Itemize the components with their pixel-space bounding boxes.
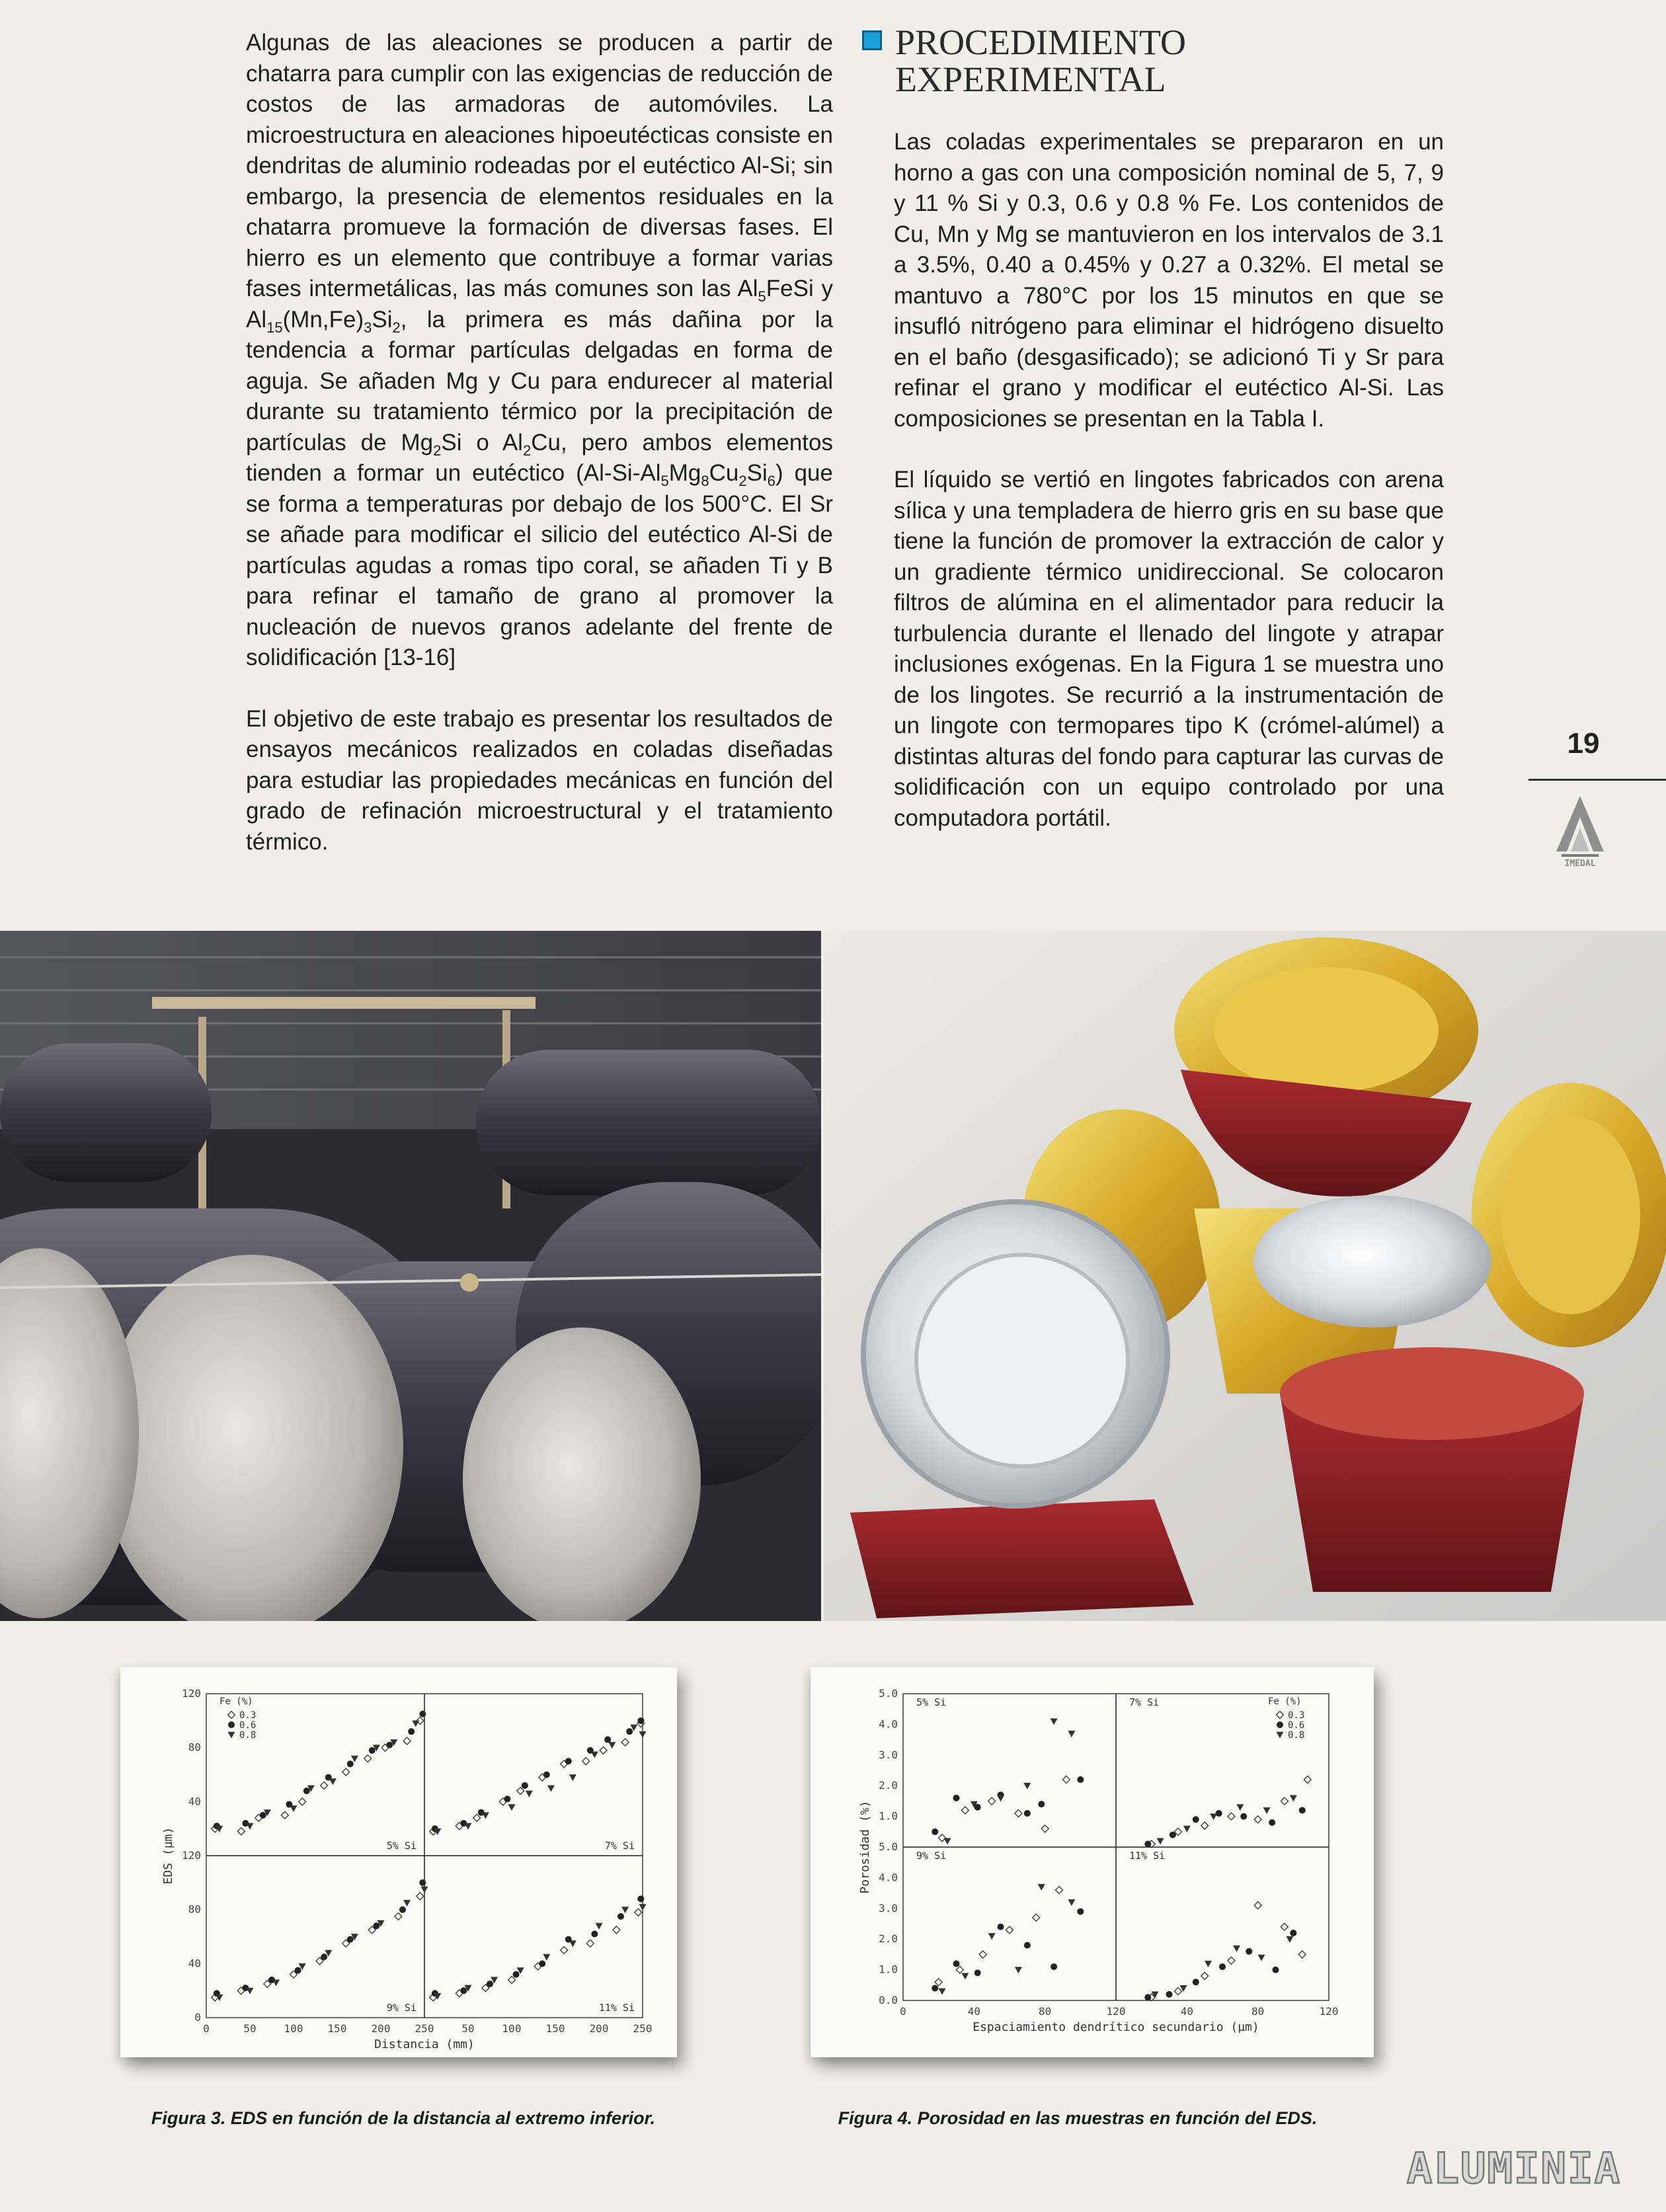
data-point [1062, 1776, 1070, 1783]
x-tick-label: 250 [415, 2022, 434, 2035]
data-point [1299, 1807, 1306, 1813]
y-tick-label: 40 [188, 1795, 201, 1808]
data-point [1201, 1972, 1209, 1979]
page-number: 19 [1567, 727, 1600, 760]
panel-9si [903, 1847, 1116, 2000]
data-point [416, 1893, 424, 1900]
panel-7si [424, 1694, 647, 1856]
data-point [281, 1811, 288, 1819]
y-tick-label: 0 [194, 2011, 201, 2024]
data-point [582, 1758, 590, 1765]
paragraph-ingots: El líquido se vertió en lingotes fabricados con arena sílica y una templadera de hierro gris en su base que tiene la función de promover la extracción de calor y un gradiente térmico unidireccional. Se colocaron filtros de alúmina en el alimentador para reducir la turbulencia durante el llenado del lingote y atrapar inclusiones exógenas. En la Figura 1 se muestra uno de los lingotes. Se recurrió a la instrumentación de un lingote con termopares tipo K (crómel-alúmel) a distintas alturas del fondo para capturar las curvas de solidificación con un equipo controlado por una computadora portátil. [894, 467, 1444, 831]
data-point [419, 1879, 426, 1886]
data-point [1258, 1955, 1265, 1961]
data-point [979, 1951, 986, 1958]
data-point [1038, 1884, 1045, 1891]
legend-marker [1277, 1712, 1284, 1719]
data-point [386, 1742, 393, 1749]
figure4-caption: Figura 4. Porosidad en las muestras en función del EDS. [838, 2108, 1318, 2128]
y-tick-label: 0.0 [879, 1994, 898, 2006]
y-axis-label: EDS (µm) [161, 1827, 175, 1885]
data-point [1024, 1942, 1031, 1948]
data-point [460, 1987, 467, 1994]
data-point [373, 1922, 379, 1929]
data-point [321, 1954, 327, 1960]
data-point [487, 1981, 493, 1987]
data-point [1023, 1783, 1031, 1790]
x-tick-label: 80 [1039, 2005, 1052, 2018]
figure3-caption: Figura 3. EDS en función de la distancia al extremo inferior. [151, 2108, 656, 2128]
data-point [1077, 1908, 1084, 1915]
data-point [604, 1736, 611, 1743]
data-point [369, 1747, 376, 1754]
data-point [247, 1823, 254, 1830]
data-point [1254, 1902, 1261, 1909]
data-point [1246, 1948, 1252, 1955]
y-tick-label: 4.0 [879, 1718, 898, 1731]
figure3-card [120, 1667, 677, 2057]
data-point [419, 1711, 426, 1718]
data-point [1170, 1831, 1176, 1838]
panel-label: 5% Si [386, 1840, 416, 1852]
data-point [364, 1755, 372, 1762]
x-tick-label: 200 [371, 2022, 391, 2035]
data-point [347, 1936, 354, 1943]
figure4-card [811, 1667, 1374, 2057]
legend [219, 1696, 256, 1741]
panel-5si [903, 1694, 1116, 1847]
data-point [569, 1940, 576, 1947]
panel-label: 11% Si [1129, 1850, 1166, 1862]
panel-label: 7% Si [1129, 1696, 1160, 1708]
panel-frame [903, 1847, 1116, 2000]
data-point [399, 1907, 406, 1913]
data-point [543, 1954, 550, 1961]
data-point [1233, 1946, 1240, 1952]
data-point [1183, 1826, 1191, 1833]
data-point [543, 1772, 550, 1778]
data-point [1281, 1923, 1288, 1930]
svg-text:IMEDAL: IMEDAL [1564, 859, 1596, 869]
data-point [408, 1728, 415, 1735]
data-point [237, 1828, 245, 1835]
y-tick-label: 1.0 [879, 1963, 898, 1976]
data-point [932, 1829, 938, 1835]
data-point [961, 1807, 969, 1814]
data-point [621, 1907, 629, 1913]
legend-title: Fe (%) [1268, 1696, 1302, 1707]
data-point [1216, 1810, 1222, 1817]
legend [1268, 1696, 1304, 1741]
legend-entry: 0.6 [239, 1720, 257, 1731]
legend-entry: 0.8 [239, 1730, 257, 1741]
data-point [1228, 1813, 1235, 1820]
x-tick-label: 200 [589, 2022, 609, 2035]
data-point [1263, 1807, 1271, 1814]
legend-marker [1277, 1721, 1283, 1728]
data-point [944, 1838, 951, 1844]
data-point [1236, 1804, 1244, 1811]
data-point [600, 1747, 607, 1754]
panel-9si [206, 1856, 428, 2018]
paragraph-alloys: Algunas de las aleaciones se producen a partir de chatarra para cumplir con las exigencias de reducción de costos de las armadoras de automóviles. La microestructura en aleaciones hipoeutécticas consiste en dendritas de aluminio rodeadas por el eutéctico Al-Si; sin embargo, la presencia de elementos residuales en la chatarra promueve la formación de diversas fases. El hierro es un elemento que contribuye a formar varias fases intermetálicas, las más comunes son las $Al_5FeSi$ y $Al_{15}(Mn,Fe)_3Si_2$, la primera es más dañina por la tendencia a formar partículas delgadas en forma de aguja. Se añaden Mg y Cu para endurecer al material durante su tratamiento térmico por la precipitación de partículas de $Mg_2Si$ o $Al_2Cu$, pero ambos elementos tienden a formar un eutéctico $(Al-Si-Al_5Mg_8Cu_2Si_6)$ que se forma a temperaturas por debajo de los 500°C. El Sr se añade para modificar el silicio del eutéctico Al-Si de partículas agudas a romas tipo coral, se añaden Ti y B para refinar el tamaño de grano al promover la nucleación de nuevos granos adelante del frente de solidificación [13-16] [246, 30, 833, 670]
data-point [303, 1788, 310, 1794]
data-point [1193, 1816, 1199, 1823]
data-point [395, 1913, 402, 1920]
data-point [939, 1835, 946, 1842]
data-point [1051, 1718, 1058, 1725]
data-point [932, 1985, 938, 1991]
data-point [635, 1909, 642, 1916]
data-point [299, 1798, 306, 1805]
panel-11si [1116, 1847, 1329, 2001]
data-point [1056, 1886, 1063, 1893]
panel-frame [424, 1856, 643, 2018]
x-axis-label: Distancia (mm) [374, 2037, 475, 2051]
data-point [1269, 1819, 1275, 1826]
data-point [613, 1926, 620, 1934]
data-point [260, 1812, 266, 1819]
panel-label: 5% Si [916, 1696, 947, 1708]
right-text-column [894, 127, 1444, 864]
data-point [988, 1797, 996, 1805]
y-tick-label: 2.0 [879, 1779, 898, 1792]
data-point [939, 1989, 946, 1995]
data-point [216, 1995, 223, 2001]
data-point [1144, 1994, 1151, 2000]
data-point [1068, 1731, 1075, 1737]
page-number-rule [1528, 779, 1666, 781]
x-tick-label: 40 [1180, 2005, 1193, 2018]
paragraph-castings: Las coladas experimentales se prepararon en un horno a gas con una composición nominal de 5, 7, 9 y 11 % Si y 0.3, 0.6 y 0.8 % Fe. Los contenidos de Cu, Mn y Mg se mantuvieron en los intervalos de 3.1 a 3.5%, 0.40 a 0.45% y 0.27 a 0.32%. El metal se mantuvo a 780°C por los 15 minutos en que se insufló nitrógeno para eliminar el hidrógeno disuelto en el baño (desgasificado); se adicionó Ti y Sr para refinar el grano y modificar el eutéctico Al-Si. Las composiciones se presentan en la Tabla I. [894, 129, 1444, 432]
data-point [1077, 1776, 1084, 1783]
x-tick-label: 150 [545, 2022, 565, 2035]
data-point [639, 1731, 647, 1738]
legend-marker [228, 1721, 235, 1728]
data-point [473, 1814, 481, 1821]
data-point [1210, 1813, 1217, 1820]
data-point [1304, 1776, 1311, 1783]
data-point [1166, 1991, 1173, 1998]
data-point [1024, 1810, 1031, 1817]
data-point [935, 1979, 942, 1986]
data-point [639, 1904, 647, 1911]
panel-frame [424, 1694, 643, 1856]
x-tick-label: 100 [284, 2022, 303, 2035]
data-point [626, 1728, 633, 1735]
data-point [295, 1967, 301, 1974]
data-point [482, 1812, 489, 1819]
left-text-column [246, 28, 833, 888]
data-point [342, 1768, 350, 1776]
panel-frame [903, 1694, 1116, 1847]
data-point [1015, 1967, 1022, 1973]
data-point [1205, 1961, 1212, 1967]
data-point [956, 1966, 963, 1973]
data-point [988, 1933, 996, 1940]
data-point [561, 1946, 568, 1954]
data-point [953, 1795, 960, 1801]
data-point [1290, 1930, 1296, 1936]
x-tick-label: 0 [203, 2022, 210, 2035]
data-point [1240, 1813, 1247, 1820]
data-point [1254, 1816, 1261, 1823]
y-axis-label: Porosidad (%) [858, 1800, 872, 1894]
y-tick-label: 4.0 [879, 1871, 898, 1884]
data-point [591, 1930, 598, 1937]
data-point [347, 1760, 354, 1767]
data-point [321, 1782, 328, 1789]
data-point [1068, 1899, 1075, 1906]
data-point [504, 1796, 510, 1802]
figure3-chart [120, 1667, 677, 2057]
data-point [513, 1971, 520, 1978]
legend-entry: 0.8 [1288, 1730, 1305, 1741]
legend-marker [228, 1732, 235, 1739]
x-tick-label: 120 [1106, 2005, 1126, 2018]
data-point [403, 1900, 411, 1907]
y-tick-label: 80 [188, 1903, 201, 1916]
data-point [517, 1788, 524, 1795]
imedal-logo [1547, 791, 1613, 870]
data-point [1144, 1840, 1151, 1847]
data-point [1051, 1963, 1057, 1970]
panel-label: 9% Si [386, 2002, 416, 2014]
data-point [637, 1895, 644, 1902]
data-point [526, 1791, 533, 1797]
y-tick-label: 3.0 [879, 1901, 898, 1915]
x-axis-label: Espaciamiento dendrítico secundario (µm) [972, 2020, 1259, 2034]
data-point [591, 1751, 598, 1758]
data-point [637, 1718, 644, 1724]
data-point [272, 1980, 280, 1987]
paragraph-objective: El objetivo de este trabajo es presentar los resultados de ensayos mecánicos realizados en coladas diseñadas para estudiar las propiedades mecánicas en función del grado de refinación microestructural y el tratamiento térmico. [246, 705, 833, 855]
y-tick-label: 1.0 [879, 1809, 898, 1823]
x-tick-label: 120 [1319, 2005, 1339, 2018]
svg-text:ALUMINIA: ALUMINIA [1406, 2145, 1622, 2193]
data-point [329, 1778, 337, 1785]
data-point [596, 1923, 603, 1930]
data-point [403, 1737, 411, 1745]
legend-entry: 0.6 [1288, 1720, 1305, 1731]
y-tick-label: 40 [188, 1957, 201, 1970]
legend-entry: 0.3 [239, 1710, 257, 1721]
data-point [974, 1969, 981, 1976]
y-tick-label: 120 [182, 1849, 201, 1862]
data-point [508, 1804, 516, 1811]
legend-entry: 0.3 [1288, 1710, 1305, 1721]
data-point [1041, 1825, 1049, 1833]
data-point [1006, 1926, 1013, 1934]
legend-title: Fe (%) [219, 1696, 253, 1707]
x-tick-label: 40 [967, 2005, 980, 2018]
data-point [608, 1742, 615, 1749]
data-point [508, 1976, 516, 1983]
data-point [539, 1960, 545, 1967]
data-point [247, 1988, 254, 1995]
data-point [1038, 1801, 1045, 1807]
data-point [290, 1805, 298, 1812]
data-point [1193, 1979, 1199, 1985]
panel-label: 11% Si [598, 2002, 635, 2014]
data-point [1157, 1838, 1164, 1844]
y-tick-label: 5.0 [879, 1687, 898, 1700]
data-point [1174, 1988, 1181, 1995]
data-point [1290, 1795, 1297, 1801]
figure4-chart [811, 1667, 1374, 2057]
x-tick-label: 0 [900, 2005, 906, 2018]
data-point [1281, 1797, 1288, 1805]
data-point [547, 1786, 555, 1792]
y-tick-label: 5.0 [879, 1840, 898, 1853]
data-point [953, 1960, 960, 1967]
data-point [1015, 1809, 1022, 1817]
data-point [1273, 1967, 1279, 1973]
data-point [465, 1823, 472, 1830]
ingots-photo [0, 931, 821, 1621]
section-bullet-square [862, 30, 882, 50]
data-point [998, 1924, 1004, 1930]
data-point [1219, 1963, 1226, 1970]
legend-marker [1277, 1732, 1284, 1739]
y-tick-label: 3.0 [879, 1748, 898, 1761]
data-point [586, 1940, 594, 1947]
aluminia-brand-logo [1375, 2142, 1653, 2195]
section-title: PROCEDIMIENTO EXPERIMENTAL [895, 22, 1187, 99]
data-point [1228, 1957, 1235, 1964]
data-point [569, 1774, 576, 1781]
data-point [621, 1739, 629, 1746]
data-point [412, 1721, 419, 1727]
x-tick-label: 50 [243, 2022, 257, 2035]
panel-label: 9% Si [916, 1850, 947, 1862]
data-point [997, 1795, 1004, 1801]
panel-label: 7% Si [604, 1840, 635, 1852]
y-tick-label: 2.0 [879, 1932, 898, 1946]
x-tick-label: 100 [502, 2022, 522, 2035]
data-point [1033, 1914, 1040, 1921]
y-tick-label: 80 [188, 1741, 201, 1754]
data-point [1286, 1936, 1293, 1943]
y-tick-label: 120 [182, 1687, 201, 1700]
data-point [617, 1913, 624, 1920]
x-tick-label: 80 [1251, 2005, 1265, 2018]
x-tick-label: 250 [633, 2022, 653, 2035]
panel-frame [1116, 1847, 1329, 2000]
data-point [565, 1758, 572, 1764]
legend-marker [228, 1712, 235, 1719]
panel-11si [424, 1856, 647, 2018]
x-tick-label: 50 [461, 2022, 475, 2035]
data-point [522, 1782, 528, 1789]
containers-photo [824, 931, 1666, 1621]
x-tick-label: 150 [327, 2022, 347, 2035]
data-point [1298, 1951, 1306, 1958]
panel-frame [206, 1856, 424, 2018]
data-point [1201, 1822, 1209, 1829]
data-point [961, 1973, 969, 1979]
